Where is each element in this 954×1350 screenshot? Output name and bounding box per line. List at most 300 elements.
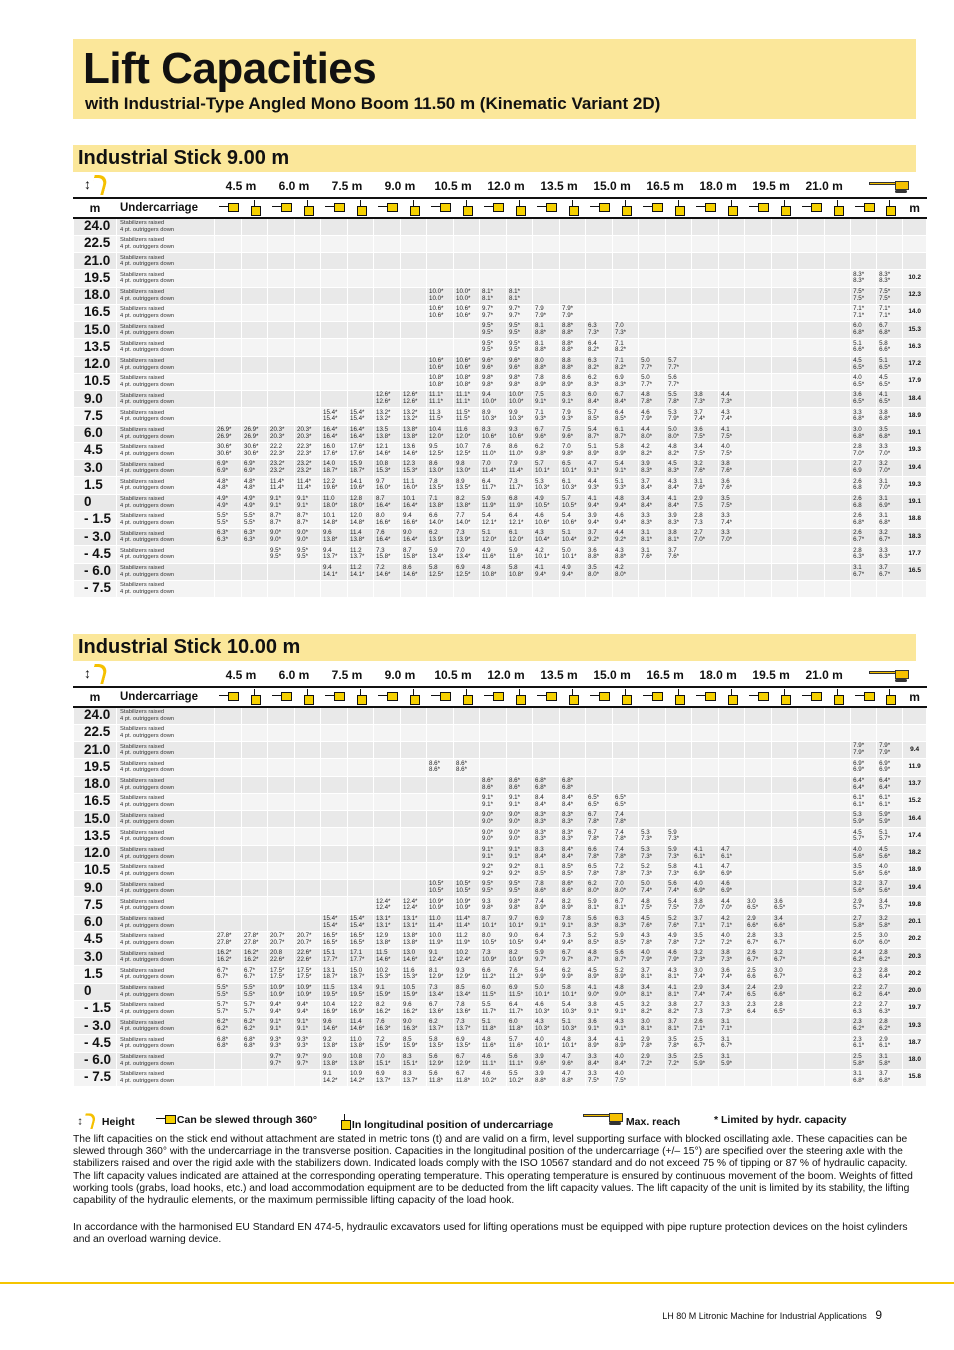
capacity-cell xyxy=(533,862,560,879)
capacity-cell xyxy=(321,1035,348,1052)
capacity-cell xyxy=(692,1035,719,1052)
capacity-stabilizers-raised: 3.4 xyxy=(588,1035,597,1043)
capacity-outriggers-down: 8.9* xyxy=(588,1042,600,1050)
longitudinal-header xyxy=(295,687,321,707)
capacity-outriggers-down: 6.5* xyxy=(588,800,600,808)
longitudinal-header xyxy=(401,198,427,218)
capacity-cell xyxy=(666,811,692,828)
section-title-stick9: Industrial Stick 9.00 m xyxy=(78,147,290,169)
capacity-cell xyxy=(427,425,454,442)
capacity-cell xyxy=(215,724,242,741)
capacity-outriggers-down: 9.7* xyxy=(482,311,494,319)
undercarriage-line: 4 pt. outriggers down xyxy=(120,399,175,406)
capacity-outriggers-down: 8.1* xyxy=(668,973,680,981)
max-reach-capacity: 4.0 xyxy=(853,845,862,853)
capacity-cell xyxy=(825,580,851,597)
capacity-stabilizers-raised: 6.9 xyxy=(509,983,518,991)
capacity-cell xyxy=(295,356,321,373)
capacity-stabilizers-raised: 14.0 xyxy=(323,460,336,468)
max-reach-icon xyxy=(869,179,909,193)
capacity-outriggers-down: 10.5* xyxy=(535,501,550,509)
capacity-stabilizers-raised: 4.1 xyxy=(668,983,677,991)
capacity-stabilizers-raised: 16.0 xyxy=(323,443,336,451)
height-column-header xyxy=(74,664,117,688)
undercarriage-label xyxy=(117,477,215,494)
capacity-cell xyxy=(374,235,401,252)
capacity-cell xyxy=(692,983,719,1000)
capacity-stabilizers-raised: 4.1 xyxy=(668,494,677,502)
section-title-stick10: Industrial Stick 10.00 m xyxy=(78,636,301,658)
capacity-cell xyxy=(480,529,507,546)
undercarriage-label xyxy=(117,828,215,845)
capacity-cell xyxy=(427,563,454,580)
capacity-outriggers-down: 11.4* xyxy=(297,484,311,492)
capacity-cell xyxy=(533,1052,560,1069)
capacity-outriggers-down: 9.1* xyxy=(297,501,309,509)
max-reach-capacity: 2.4 xyxy=(853,949,862,957)
max-reach-capacity: 3.1 xyxy=(879,477,888,485)
capacity-stabilizers-raised: 8.6 xyxy=(562,374,571,382)
capacity-cell xyxy=(348,966,374,983)
capacity-stabilizers-raised: 9.0* xyxy=(270,529,282,537)
capacity-outriggers-down: 8.8* xyxy=(562,363,574,371)
capacity-cell xyxy=(427,707,454,724)
capacity-cell xyxy=(825,373,851,390)
undercarriage-line: 4 pt. outriggers down xyxy=(120,226,175,233)
capacity-outriggers-down: 7.4* xyxy=(641,887,653,895)
capacity-outriggers-down: 17.7* xyxy=(323,956,338,964)
capacity-cell xyxy=(798,811,825,828)
capacity-stabilizers-raised: 3.1 xyxy=(721,1052,730,1060)
capacity-outriggers-down: 12.4* xyxy=(456,956,471,964)
capacity-cell xyxy=(507,511,533,528)
capacity-cell xyxy=(692,759,719,776)
capacity-stabilizers-raised: 4.5 xyxy=(641,914,650,922)
capacity-cell xyxy=(507,949,533,966)
height-value: - 1.5 xyxy=(74,511,117,528)
capacity-cell xyxy=(798,563,825,580)
table-row xyxy=(74,218,927,235)
capacity-cell xyxy=(401,391,427,408)
capacity-stabilizers-raised: 3.1 xyxy=(641,529,650,537)
capacity-outriggers-down: 11.9* xyxy=(429,938,443,946)
capacity-cell xyxy=(586,408,613,425)
capacity-cell xyxy=(639,1000,666,1017)
max-reach-capacity-cell xyxy=(877,529,903,546)
capacity-stabilizers-raised: 2.7 xyxy=(694,529,703,537)
undercarriage-line: 4 pt. outriggers down xyxy=(120,922,175,929)
capacity-cell xyxy=(454,828,480,845)
capacity-cell xyxy=(745,218,772,235)
capacity-cell xyxy=(454,1018,480,1035)
capacity-cell xyxy=(480,546,507,563)
capacity-cell xyxy=(613,391,639,408)
capacity-stabilizers-raised: 5.0 xyxy=(668,425,677,433)
max-reach-capacity-cell xyxy=(877,983,903,1000)
capacity-cell xyxy=(427,811,454,828)
capacity-cell xyxy=(295,460,321,477)
capacity-cell xyxy=(507,897,533,914)
capacity-stabilizers-raised: 7.5 xyxy=(535,391,544,399)
max-reach-capacity: 2.6 xyxy=(853,494,862,502)
max-reach-capacity-cell xyxy=(877,270,903,287)
capacity-stabilizers-raised: 11.6 xyxy=(456,425,468,433)
capacity-outriggers-down: 23.2* xyxy=(297,467,312,475)
capacity-stabilizers-raised: 8.3 xyxy=(482,425,491,433)
capacity-cell xyxy=(533,931,560,948)
longitudinal-icon xyxy=(463,200,471,214)
capacity-outriggers-down: 8.7* xyxy=(615,956,627,964)
capacity-cell xyxy=(692,287,719,304)
capacity-outriggers-down: 7.3* xyxy=(641,835,653,843)
capacity-cell xyxy=(268,356,295,373)
capacity-stabilizers-raised: 4.0 xyxy=(694,880,703,888)
capacity-stabilizers-raised: 9.5 xyxy=(429,443,438,451)
capacity-cell xyxy=(692,742,719,759)
capacity-outriggers-down: 7.3* xyxy=(694,956,706,964)
capacity-cell xyxy=(745,477,772,494)
capacity-stabilizers-raised: 6.9* xyxy=(217,460,229,468)
capacity-stabilizers-raised: 6.3 xyxy=(588,322,597,330)
slew-360-header xyxy=(586,687,613,707)
capacity-outriggers-down: 16.5* xyxy=(323,938,338,946)
capacity-cell xyxy=(639,425,666,442)
capacity-outriggers-down: 9.1* xyxy=(509,852,521,860)
capacity-outriggers-down: 7.9* xyxy=(641,415,653,423)
capacity-stabilizers-raised: 2.8 xyxy=(774,1001,783,1009)
capacity-cell xyxy=(772,580,798,597)
max-reach-capacity: 6.5* xyxy=(879,398,891,406)
capacity-outriggers-down: 15.8* xyxy=(403,553,418,561)
longitudinal-header xyxy=(772,198,798,218)
capacity-cell xyxy=(242,287,268,304)
capacity-stabilizers-raised: 11.1* xyxy=(429,391,443,399)
capacity-outriggers-down: 22.3* xyxy=(297,449,312,457)
undercarriage-line: Stabilizers raised xyxy=(120,220,165,227)
capacity-outriggers-down: 17.6* xyxy=(323,449,338,457)
capacity-stabilizers-raised: 13.5 xyxy=(376,425,389,433)
undercarriage-line: Stabilizers raised xyxy=(120,795,165,802)
capacity-cell xyxy=(586,460,613,477)
capacity-cell xyxy=(719,235,745,252)
max-reach-capacity: 5.7* xyxy=(853,835,865,843)
capacity-cell xyxy=(401,322,427,339)
capacity-outriggers-down: 11.6* xyxy=(482,553,497,561)
capacity-cell xyxy=(719,759,745,776)
capacity-outriggers-down: 7.4* xyxy=(668,887,680,895)
max-reach-capacity-cell xyxy=(877,862,903,879)
capacity-stabilizers-raised: 3.3 xyxy=(721,512,730,520)
capacity-stabilizers-raised: 11.0 xyxy=(350,1035,362,1043)
capacity-outriggers-down: 5.7* xyxy=(244,1007,256,1015)
capacity-stabilizers-raised: 13.2* xyxy=(376,408,391,416)
capacity-cell xyxy=(719,776,745,793)
capacity-cell xyxy=(454,914,480,931)
capacity-stabilizers-raised: 30.6* xyxy=(217,443,232,451)
capacity-outriggers-down: 12.1* xyxy=(509,518,524,526)
capacity-cell xyxy=(825,235,851,252)
max-reach-capacity-cell xyxy=(877,391,903,408)
capacity-outriggers-down: 16.9* xyxy=(350,1007,365,1015)
capacity-stabilizers-raised: 4.6 xyxy=(641,408,650,416)
max-reach-capacity: 3.1 xyxy=(853,1070,862,1078)
capacity-cell xyxy=(745,425,772,442)
capacity-outriggers-down: 13.6* xyxy=(429,1007,444,1015)
capacity-cell xyxy=(745,828,772,845)
capacity-cell xyxy=(586,1000,613,1017)
longitudinal-header xyxy=(507,198,533,218)
capacity-outriggers-down: 10.5* xyxy=(429,887,444,895)
max-reach-value xyxy=(903,707,927,724)
capacity-cell xyxy=(401,897,427,914)
capacity-outriggers-down: 7.3* xyxy=(721,398,733,406)
capacity-cell xyxy=(507,742,533,759)
capacity-outriggers-down: 8.5* xyxy=(588,938,600,946)
capacity-cell xyxy=(480,408,507,425)
capacity-cell xyxy=(772,425,798,442)
capacity-stabilizers-raised: 9.5* xyxy=(509,880,521,888)
capacity-outriggers-down: 7.1* xyxy=(721,1025,733,1033)
undercarriage-line: 4 pt. outriggers down xyxy=(120,957,175,964)
capacity-cell xyxy=(427,966,454,983)
capacity-outriggers-down: 10.8* xyxy=(509,570,524,578)
capacity-cell xyxy=(798,391,825,408)
table-row xyxy=(74,356,927,373)
capacity-cell xyxy=(666,511,692,528)
capacity-cell xyxy=(613,511,639,528)
capacity-cell xyxy=(295,759,321,776)
capacity-cell xyxy=(268,529,295,546)
capacity-outriggers-down: 18.0* xyxy=(350,501,365,509)
capacity-cell xyxy=(772,563,798,580)
capacity-stabilizers-raised: 4.6 xyxy=(615,512,624,520)
capacity-outriggers-down: 12.9* xyxy=(456,973,471,981)
capacity-stabilizers-raised: 8.8 xyxy=(562,356,571,364)
max-reach-value: 12.3 xyxy=(903,287,927,304)
height-value: 3.0 xyxy=(74,949,117,966)
capacity-cell xyxy=(666,287,692,304)
capacity-stabilizers-raised: 12.3 xyxy=(403,460,416,468)
capacity-stabilizers-raised: 5.4 xyxy=(615,460,624,468)
capacity-stabilizers-raised: 9.4 xyxy=(323,546,332,554)
blank-header xyxy=(117,664,215,688)
max-reach-capacity: 6.0* xyxy=(879,938,891,946)
capacity-cell xyxy=(719,966,745,983)
capacity-cell xyxy=(772,408,798,425)
capacity-outriggers-down: 9.4* xyxy=(615,501,627,509)
undercarriage-line: 4 pt. outriggers down xyxy=(120,750,175,757)
capacity-stabilizers-raised: 5.1 xyxy=(562,1018,571,1026)
capacity-cell xyxy=(454,983,480,1000)
capacity-cell xyxy=(507,546,533,563)
capacity-cell xyxy=(825,408,851,425)
slew-360-header xyxy=(374,198,401,218)
capacity-cell xyxy=(798,546,825,563)
capacity-cell xyxy=(586,983,613,1000)
radius-header: 19.5 m xyxy=(745,175,798,199)
max-reach-capacity: 4.1 xyxy=(879,391,888,399)
capacity-cell xyxy=(401,776,427,793)
capacity-cell xyxy=(321,759,348,776)
longitudinal-header xyxy=(507,687,533,707)
capacity-outriggers-down: 13.0* xyxy=(456,467,471,475)
capacity-cell xyxy=(745,494,772,511)
capacity-stabilizers-raised: 10.7 xyxy=(456,443,469,451)
capacity-cell xyxy=(692,270,719,287)
capacity-cell xyxy=(507,776,533,793)
capacity-stabilizers-raised: 4.2 xyxy=(535,546,544,554)
capacity-cell xyxy=(745,880,772,897)
capacity-outriggers-down: 5.7* xyxy=(217,1007,229,1015)
capacity-cell xyxy=(719,1018,745,1035)
capacity-cell xyxy=(374,477,401,494)
max-reach-value: 20.0 xyxy=(903,983,927,1000)
capacity-cell xyxy=(321,1069,348,1086)
capacity-outriggers-down: 10.3* xyxy=(535,1025,550,1033)
table-row xyxy=(74,828,927,845)
capacity-outriggers-down: 14.6* xyxy=(376,570,391,578)
capacity-cell xyxy=(825,218,851,235)
max-reach-capacity: 2.7 xyxy=(879,983,888,991)
capacity-outriggers-down: 13.4* xyxy=(429,990,444,998)
undercarriage-line: Stabilizers raised xyxy=(120,812,165,819)
capacity-cell xyxy=(639,1052,666,1069)
capacity-cell xyxy=(533,845,560,862)
capacity-cell xyxy=(798,949,825,966)
capacity-outriggers-down: 8.1* xyxy=(641,973,653,981)
capacity-cell xyxy=(480,949,507,966)
capacity-cell xyxy=(533,287,560,304)
capacity-outriggers-down: 10.4* xyxy=(535,536,550,544)
max-reach-unit-header: m xyxy=(903,687,927,707)
capacity-stabilizers-raised: 5.5* xyxy=(244,983,256,991)
capacity-cell xyxy=(560,408,586,425)
max-reach-value: 16.3 xyxy=(903,339,927,356)
capacity-cell xyxy=(401,304,427,321)
capacity-cell xyxy=(666,270,692,287)
capacity-cell xyxy=(639,287,666,304)
capacity-cell xyxy=(401,1052,427,1069)
capacity-stabilizers-raised: 8.4 xyxy=(535,794,544,802)
longitudinal-icon xyxy=(781,689,789,703)
max-reach-capacity: 5.3 xyxy=(853,811,862,819)
max-reach-capacity-cell xyxy=(851,914,877,931)
capacity-outriggers-down: 7.3 xyxy=(694,518,703,526)
capacity-cell xyxy=(586,494,613,511)
height-value: 15.0 xyxy=(74,811,117,828)
capacity-cell xyxy=(586,1018,613,1035)
capacity-outriggers-down: 16.3* xyxy=(403,1025,418,1033)
capacity-cell xyxy=(348,914,374,931)
footer-text: LH 80 M Litronic Machine for Industrial Applications xyxy=(662,1311,867,1321)
capacity-cell xyxy=(772,914,798,931)
capacity-cell xyxy=(268,580,295,597)
capacity-outriggers-down: 30.6* xyxy=(217,449,232,457)
capacity-cell xyxy=(401,546,427,563)
capacity-cell xyxy=(745,339,772,356)
undercarriage-label xyxy=(117,546,215,563)
capacity-cell xyxy=(666,218,692,235)
max-reach-capacity: 7.9* xyxy=(853,742,865,750)
capacity-outriggers-down: 7.3* xyxy=(721,1007,733,1015)
capacity-cell xyxy=(242,811,268,828)
capacity-cell xyxy=(639,270,666,287)
undercarriage-label xyxy=(117,1000,215,1017)
capacity-cell xyxy=(798,339,825,356)
capacity-stabilizers-raised: 4.3 xyxy=(668,966,677,974)
capacity-stabilizers-raised: 6.6 xyxy=(482,966,491,974)
max-reach-capacity-cell xyxy=(877,218,903,235)
capacity-outriggers-down: 13.7* xyxy=(456,1025,471,1033)
capacity-outriggers-down: 11.0* xyxy=(509,449,524,457)
capacity-stabilizers-raised: 6.3 xyxy=(615,914,624,922)
capacity-cell xyxy=(825,845,851,862)
capacity-cell xyxy=(507,931,533,948)
capacity-cell xyxy=(242,563,268,580)
capacity-outriggers-down: 13.4* xyxy=(429,553,444,561)
capacity-stabilizers-raised: 8.5 xyxy=(403,1035,412,1043)
max-reach-capacity: 6.8* xyxy=(853,1076,865,1084)
capacity-cell xyxy=(560,304,586,321)
capacity-cell xyxy=(374,408,401,425)
capacity-stabilizers-raised: 9.9 xyxy=(509,408,518,416)
capacity-cell xyxy=(613,707,639,724)
height-icon: ↕ xyxy=(82,175,108,197)
max-reach-capacity-cell xyxy=(851,322,877,339)
capacity-cell xyxy=(613,460,639,477)
capacity-cell xyxy=(745,724,772,741)
capacity-cell xyxy=(374,724,401,741)
capacity-outriggers-down: 10.9* xyxy=(270,990,285,998)
capacity-outriggers-down: 8.8* xyxy=(535,329,547,337)
capacity-cell xyxy=(374,373,401,390)
capacity-cell xyxy=(374,862,401,879)
slew-360-header xyxy=(374,687,401,707)
capacity-cell xyxy=(639,949,666,966)
capacity-stabilizers-raised: 6.7 xyxy=(429,1001,438,1009)
capacity-stabilizers-raised: 5.7* xyxy=(217,1001,229,1009)
capacity-outriggers-down: 10.9* xyxy=(482,956,497,964)
capacity-outriggers-down: 7.9* xyxy=(641,956,653,964)
capacity-cell xyxy=(348,1000,374,1017)
capacity-cell xyxy=(772,724,798,741)
capacity-outriggers-down: 7.8* xyxy=(615,852,627,860)
capacity-outriggers-down: 19.5* xyxy=(350,990,365,998)
capacity-outriggers-down: 8.1* xyxy=(641,1025,653,1033)
capacity-outriggers-down: 13.6* xyxy=(456,1007,471,1015)
capacity-stabilizers-raised: 4.9* xyxy=(244,494,256,502)
capacity-cell xyxy=(798,793,825,810)
capacity-outriggers-down: 12.4* xyxy=(376,904,391,912)
capacity-stabilizers-raised: 15.4* xyxy=(350,408,365,416)
capacity-cell xyxy=(295,1069,321,1086)
capacity-outriggers-down: 6.7* xyxy=(747,956,759,964)
max-reach-capacity-cell xyxy=(851,1035,877,1052)
capacity-cell xyxy=(666,373,692,390)
capacity-cell xyxy=(348,304,374,321)
capacity-outriggers-down: 7.9* xyxy=(562,311,574,319)
capacity-stabilizers-raised: 5.7 xyxy=(562,494,571,502)
capacity-stabilizers-raised: 8.3 xyxy=(403,1052,412,1060)
max-reach-capacity: 3.2 xyxy=(879,914,888,922)
capacity-cell xyxy=(215,425,242,442)
max-reach-capacity-cell xyxy=(851,776,877,793)
capacity-cell xyxy=(215,1052,242,1069)
capacity-stabilizers-raised: 9.7* xyxy=(270,1052,282,1060)
capacity-cell xyxy=(692,862,719,879)
max-reach-capacity-cell xyxy=(851,339,877,356)
undercarriage-line: Stabilizers raised xyxy=(120,1002,165,1009)
